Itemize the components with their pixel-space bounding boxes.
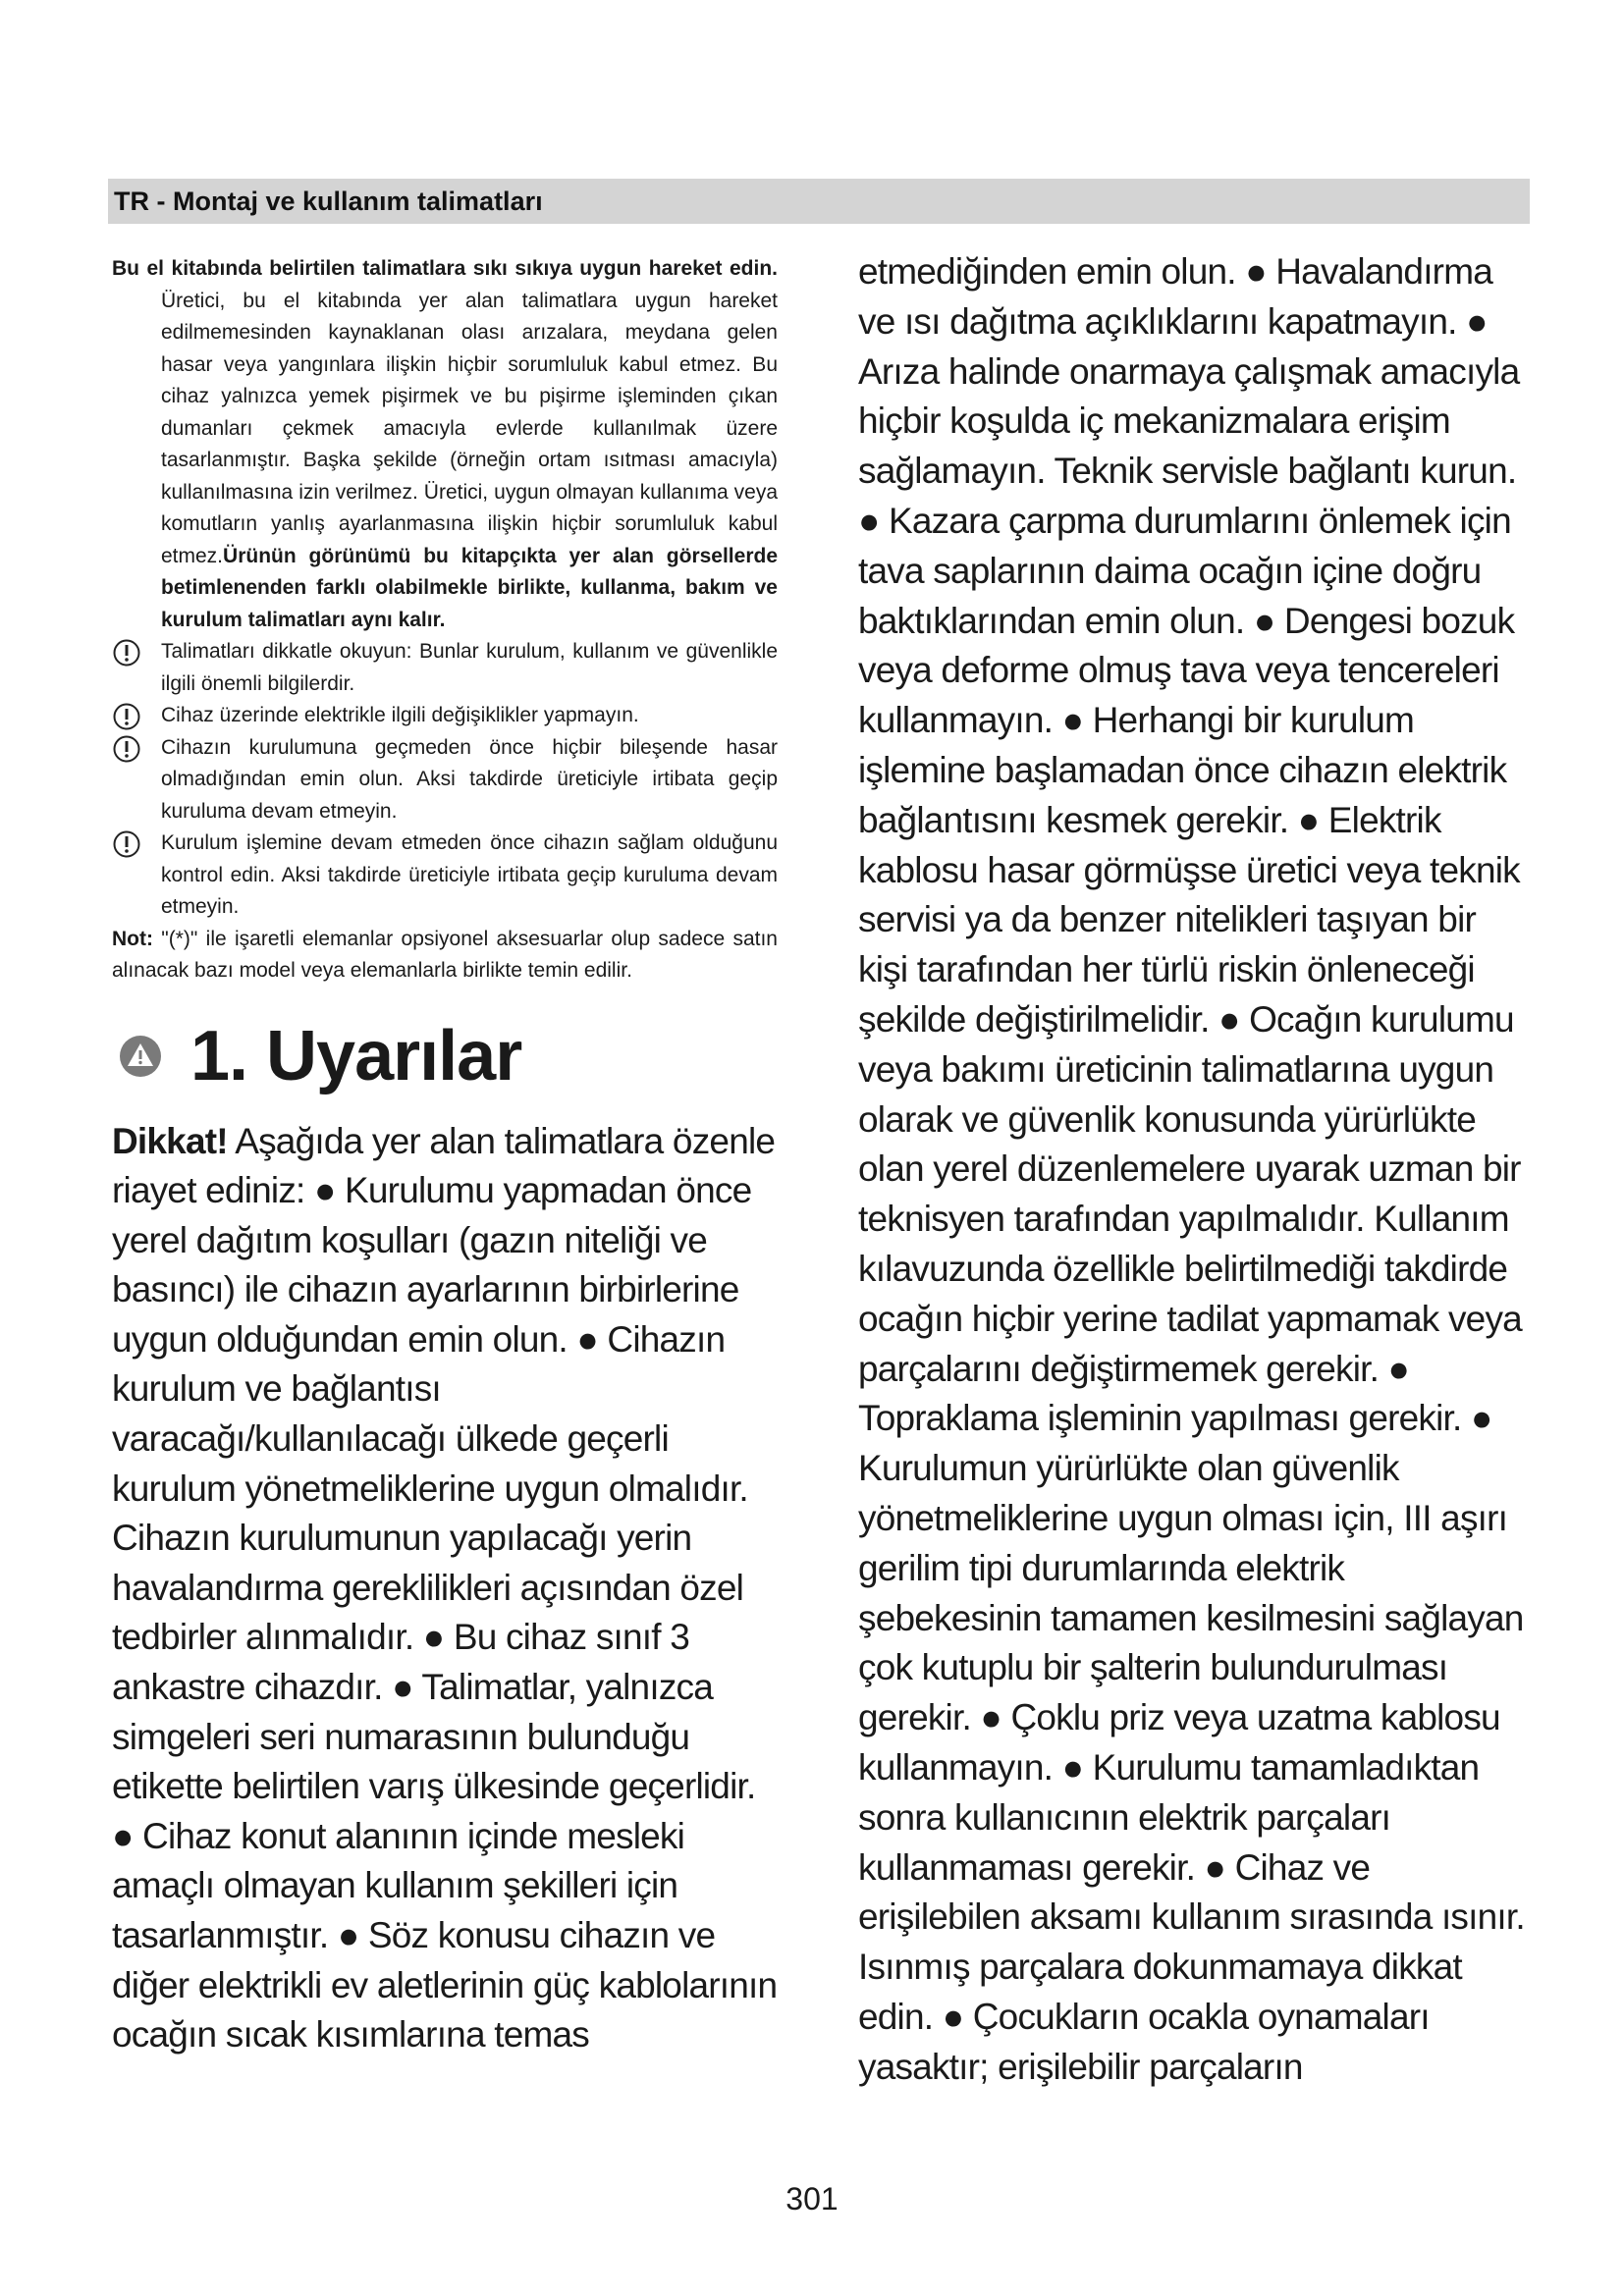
note-text: "(*)" ile işaretli elemanlar opsiyonel aksesuarlar olup sadece satın alınacak bazı model veya elemanlarla birlikte temin edilir. [112,927,778,982]
page-number: 301 [785,2181,839,2216]
right-column [858,247,1534,2092]
warning-circle-icon [112,702,141,731]
intro-tail-bold: Ürünün görünümü bu kitapçıkta yer alan görsellerde betimlenenden farklı olabilmekle birlikte, kullanma, bakım ve kurulum talimatları aynı kalır. [161,544,778,631]
header-bar [108,179,1530,224]
warning-circle-icon [112,829,141,859]
intro-text: Üretici, bu el kitabında yer alan talimatlara uygun hareket edilmemesinden kaynaklanan olası arızalara, meydana gelen hasar veya yangınlara ilişkin hiçbir sorumluluk kabul etmez. Bu cihaz yalnızca yemek pişirmek ve bu pişirme işleminden çıkan dumanları çekmek amacıyla evlerde kullanılmak üzere tasarlanmıştır. Başka şekilde (örneğin ortam ısıtması amacıyla) kullanılmasına izin verilmez. Üretici, uygun olmayan kullanıma veya komutların yanlış ayarlanmasına ilişkin hiçbir sorumluluk kabul etmez. [161,289,778,567]
warning-item [112,700,778,732]
section-title: 1. Uyarılar [190,1016,522,1095]
warning-circle-icon [112,638,141,667]
warning-circle-icon [112,734,141,764]
left-column [112,253,778,2060]
warning-item [112,732,778,828]
note-paragraph [112,924,778,988]
intro-lead-bold: Bu el kitabında belirtilen talimatlara sıkı sıkıya uygun hareket edin. [112,257,778,280]
intro-paragraph [112,253,778,636]
page-title: TR - Montaj ve kullanım talimatları [114,187,543,216]
body-text-right: etmediğinden emin olun. ● Havalandırma ve ısı dağıtma açıklıklarını kapatmayın. ● Arıza halinde onarmaya çalışmak amacıyla hiçbir koşulda iç mekanizmalara erişim sağlamayın. Teknik servisle bağlantı kurun. ● Kazara çarpma durumlarını önlemek için tava saplarının daima ocağın içine doğru baktıklarından emin olun. ● Dengesi bozuk veya deforme olmuş tava veya tencereleri kullanmayın. ● Herhangi bir kurulum işlemine başlamadan önce cihazın elektrik bağlantısını kesmek gerekir. ● Elektrik kablosu hasar görmüşse üretici veya teknik servisi ya da benzer nitelikleri taşıyan bir kişi tarafından her türlü riskin önleneceği şekilde değiştirilmelidir. ● Ocağın kurulumu veya bakımı üreticinin talimatlarına uygun olarak ve güvenlik konusunda yürürlükte olan yerel düzenlemelere uyarak uzman bir teknisyen tarafından yapılmalıdır. Kullanım kılavuzunda özellikle belirtilmediği takdirde ocağın hiçbir yerine tadilat yapmamak veya parçalarını değiştirmemek gerekir. ● Topraklama işleminin yapılması gerekir. ● Kurulumun yürürlükte olan güvenlik yönetmeliklerine uygun olması için, III aşırı gerilim tipi durumlarında elektrik şebekesinin tamamen kesilmesini sağlayan çok kutuplu bir şalterin bulundurulması gerekir. ● Çoklu priz veya uzatma kablosu kullanmayın. ● Kurulumu tamamladıktan sonra kullanıcının elektrik parçaları kullanmaması gerekir. ● Cihaz ve erişilebilen aksamı kullanım sırasında ısınır. Isınmış parçalara dokunmamaya dikkat edin. ● Çocukların ocakla oynamaları yasaktır; erişilebilir parçaların [858,251,1525,2087]
warning-item [112,828,778,924]
warning-item [112,636,778,700]
warning-list [112,636,778,924]
warning-text: Cihaz üzerinde elektrikle ilgili değişiklikler yapmayın. [161,704,639,726]
section-heading [112,1007,778,1117]
dikkat-label: Dikkat! [112,1120,228,1161]
note-label: Not: [112,927,153,950]
body-left-text: Aşağıda yer alan talimatlara özenle riayet ediniz: ● Kurulumu yapmadan önce yerel dağıtım koşulları (gazın niteliği ve basıncı) ile cihazın ayarlarının birbirlerine uygun olduğundan emin olun. ● Cihazın kurulum ve bağlantısı varacağı/kullanılacağı ülkede geçerli kurulum yönetmeliklerine uygun olmalıdır. Cihazın kurulumunun yapılacağı yerin havalandırma gereklilikleri açısından özel tedbirler alınmalıdır. ● Bu cihaz sınıf 3 ankastre cihazdır. ● Talimatlar, yalnızca simgeleri seri numarasının bulunduğu etikette belirtilen varış ülkesinde geçerlidir. ● Cihaz konut alanının içinde mesleki amaçlı olmayan kullanım şekilleri için tasarlanmıştır. ● Söz konusu cihazın ve diğer elektrikli ev aletlerinin güç kablolarının ocağın sıcak kısımlarına temas [112,1120,778,2056]
warning-text: Kurulum işlemine devam etmeden önce cihazın sağlam olduğunu kontrol edin. Aksi takdirde üreticiyle irtibata geçip kuruluma devam etmeyin. [161,831,778,918]
warning-text: Talimatları dikkatle okuyun: Bunlar kurulum, kullanım ve güvenlikle ilgili önemli bilgilerdir. [161,640,778,695]
body-text-left [112,1117,778,2060]
warning-triangle-icon [119,1035,162,1078]
warning-text: Cihazın kurulumuna geçmeden önce hiçbir bileşende hasar olmadığından emin olun. Aksi takdirde üreticiyle irtibata geçip kuruluma devam etmeyin. [161,735,778,823]
